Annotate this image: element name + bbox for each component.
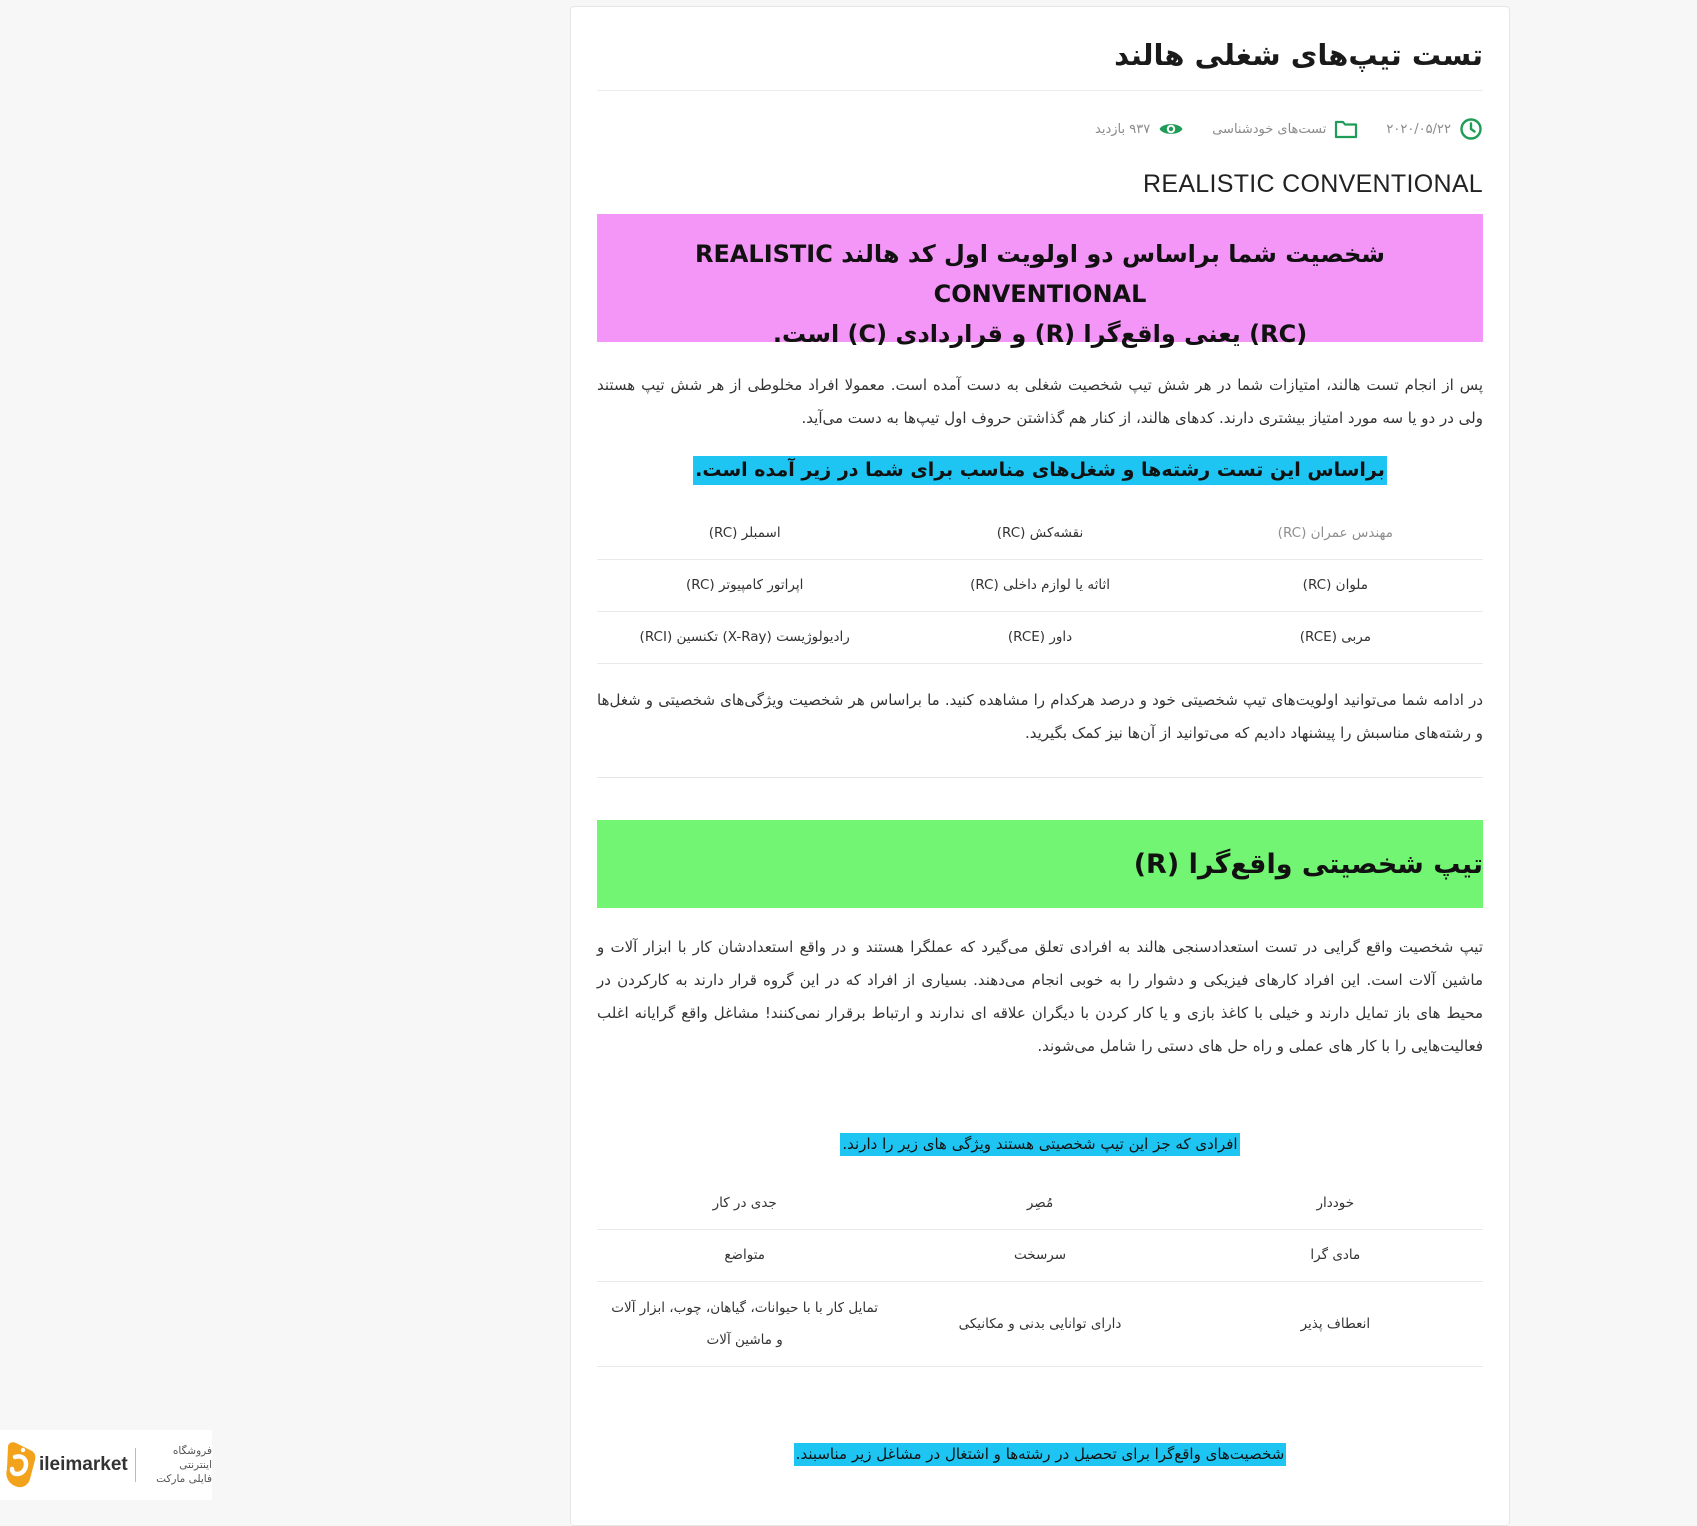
studies-heading-wrap	[597, 1443, 1483, 1466]
watermark-tagline	[143, 1444, 212, 1486]
traits-heading: افرادی که جز این تیپ شخصیتی هستند ویژگی های زیر را دارند.	[840, 1133, 1239, 1156]
table-cell: مادی گرا	[1188, 1229, 1483, 1281]
post-date	[1386, 117, 1483, 141]
result-line-1: شخصیت شما براساس دو اولویت اول کد هالند REALISTIC CONVENTIONAL	[694, 240, 1386, 308]
table-cell: نقشه‌کش (RC)	[892, 507, 1187, 559]
table-cell: اسمبلر (RC)	[597, 507, 892, 559]
table-cell: مربی (RCE)	[1188, 611, 1483, 663]
continue-paragraph: در ادامه شما می‌توانید اولویت‌های تیپ شخصیتی خود و درصد هرکدام را مشاهده کنید. ما براساس هر شخصیت ویژگی‌های شخصیتی و شغل‌ها و رشته‌های مناسبش را پیشنهاد دادیم که می‌توانید از آن‌ها نیز کمک بگیرید.	[597, 691, 1483, 742]
post-views	[1095, 120, 1184, 138]
traits-heading-wrap	[597, 1133, 1483, 1156]
table-row	[597, 611, 1483, 663]
table-cell: مُصِر	[892, 1177, 1187, 1229]
table-cell: خوددار	[1188, 1177, 1483, 1229]
section-heading-box	[597, 820, 1483, 908]
intro-paragraph: پس از انجام تست هالند، امتیازات شما در هر شش تیپ شخصیت شغلی به دست آمده است. معمولا افراد مخلوطی از هر شش تیپ هستند ولی در دو یا سه مورد امتیاز بیشتری دارند. کدهای هالند، از کنار هم گذاشتن حروف اول تیپ‌ها به دست می‌آید.	[597, 376, 1483, 427]
table-cell: تمایل کار با با حیوانات، گیاهان، چوب، ابزار آلات و ماشین آلات	[597, 1281, 892, 1366]
table-cell: ملوان (RC)	[1188, 559, 1483, 611]
table-row	[597, 1281, 1483, 1366]
post-meta	[1067, 115, 1483, 143]
careers-table	[597, 507, 1483, 664]
table-cell: اثاثه یا لوازم داخلی (RC)	[892, 559, 1187, 611]
table-row	[597, 1229, 1483, 1281]
table-cell: مهندس عمران (RC)	[1188, 507, 1483, 559]
post-views-text: ۹۳۷ بازدید	[1095, 121, 1151, 137]
watermark-tagline-line1: فروشگاه اینترنتی	[172, 1445, 212, 1471]
table-cell: انعطاف پذیر	[1188, 1281, 1483, 1366]
table-row	[597, 559, 1483, 611]
clock-icon	[1459, 117, 1483, 141]
table-row	[597, 1177, 1483, 1229]
post-category[interactable]	[1212, 118, 1358, 140]
table-cell: داور (RCE)	[892, 611, 1187, 663]
careers-heading-wrap	[597, 456, 1483, 485]
table-cell: سرسخت	[892, 1229, 1187, 1281]
table-cell: رادیولوژیست (X-Ray) تکنسین (RCI)	[597, 611, 892, 663]
filemarket-logo-icon	[2, 1439, 38, 1491]
section-title: تیپ شخصیتی واقع‌گرا (R)	[1133, 848, 1483, 880]
result-line-2: (RC) یعنی واقع‌گرا (R) و قراردادی (C) است.	[772, 320, 1308, 348]
section-paragraph: تیپ شخصیت واقع گرایی در تست استعدادسنجی هالند به افرادی تعلق می‌گیرد که عملگرا هستند و در واقع استعدادشان کار با ابزار آلات و ماشین آلات است. این افراد کارهای فیزیکی و دشوار را به خوبی انجام می‌دهند. بسیاری از افراد که در این گروه قرار دارند به کارکردن در محیط های باز تمایل دارند و خیلی با کاغذ بازی و یا کار کردن با دیگران علاقه ای ندارند و ارتباط برقرار نمی‌کنند! مشاغل واقع گرایانه اغلب فعالیت‌هایی را با کار های عملی و راه حل های دستی را شامل می‌شوند.	[597, 938, 1483, 1055]
traits-table	[597, 1177, 1483, 1367]
table-cell: اپراتور کامپیوتر (RC)	[597, 559, 892, 611]
watermark-brand: ileimarket	[39, 1454, 128, 1475]
filemarket-watermark	[0, 1430, 212, 1500]
watermark-divider	[135, 1448, 136, 1482]
careers-heading: براساس این تست رشته‌ها و شغل‌های مناسب برای شما در زیر آمده است.	[693, 456, 1387, 485]
table-cell: متواضع	[597, 1229, 892, 1281]
table-cell: جدی در کار	[597, 1177, 892, 1229]
title-divider	[597, 90, 1483, 91]
post-card	[570, 6, 1510, 1526]
eye-icon	[1158, 120, 1184, 138]
table-row	[597, 507, 1483, 559]
section-divider	[597, 777, 1483, 778]
result-highlight-box	[597, 214, 1483, 348]
studies-heading: شخصیت‌های واقع‌گرا برای تحصیل در رشته‌ها و اشتغال در مشاغل زیر مناسبند.	[794, 1443, 1287, 1466]
post-date-text: ۲۰۲۰/۰۵/۲۲	[1386, 121, 1451, 137]
table-cell: دارای توانایی بدنی و مکانیکی	[892, 1281, 1187, 1366]
post-category-link[interactable]: تست‌های خودشناسی	[1212, 121, 1327, 137]
folder-icon	[1334, 118, 1358, 140]
holland-code-subtitle: REALISTIC CONVENTIONAL	[1143, 170, 1483, 198]
watermark-tagline-line2: فایلی مارکت	[156, 1473, 212, 1485]
post-title: تست تیپ‌های شغلی هالند	[1114, 38, 1483, 72]
